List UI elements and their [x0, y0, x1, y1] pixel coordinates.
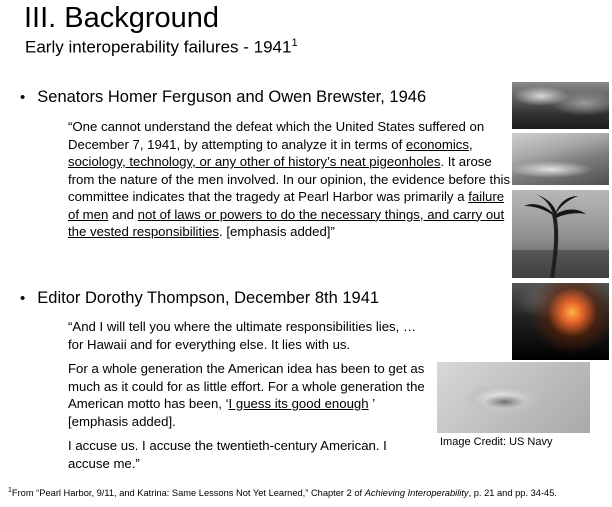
image-credit: Image Credit: US Navy	[440, 436, 553, 448]
bullet-icon: •	[20, 290, 26, 307]
thompson-quote-paragraph-2	[68, 360, 426, 430]
palm-tree-graphic	[512, 190, 609, 278]
quote-text: and	[108, 206, 138, 222]
photo-pearl-harbor-burning-ships	[512, 82, 609, 129]
ferguson-brewster-quote	[68, 118, 512, 241]
quote-text: For a whole generation the American idea has been to get as much as it could for as little effort. For a whole generation the American motto has been, ‘	[68, 361, 425, 411]
quote-text: ’ [emphasis added].	[68, 396, 375, 429]
slide-subtitle	[25, 37, 298, 58]
section2-heading: Editor Dorothy Thompson, December 8th 1941	[37, 289, 380, 307]
quote-text: “One cannot understand the defeat which the United States suffered on December 7, 1941, by attempting to analyze it in terms of	[68, 119, 485, 152]
photo-palm-tree-harbor	[512, 190, 609, 278]
photo-capsized-ship-aerial	[437, 362, 590, 433]
footnote-text: , p. 21 and pp. 34-45.	[468, 488, 557, 499]
section2-heading-row	[20, 289, 379, 309]
quote-underlined-text: failure of men	[68, 189, 505, 222]
footnote	[8, 487, 608, 498]
footnote-marker: 1	[8, 487, 12, 494]
footnote-text: From “Pearl Harbor, 9/11, and Katrina: Same Lessons Not Yet Learned,” Chapter 2 of	[11, 488, 365, 499]
quote-underlined-text: I guess its good enough	[228, 396, 369, 411]
quote-text: . It arose from the nature of the men involved. In our opinion, the evidence before this committee indicates that the tragedy at Pearl Harbor was primarily a	[68, 154, 511, 204]
quote-underlined-text: economics, sociology, technology, or any other of history’s neat pigeonholes	[68, 136, 473, 169]
subtitle-footnote-marker: 1	[291, 37, 298, 49]
thompson-quote-paragraph-3: I accuse us. I accuse the twentieth-century American. I accuse me.”	[68, 438, 387, 471]
photo-ship-explosion	[512, 283, 609, 360]
quote-text: . [emphasis added]”	[219, 224, 335, 239]
slide-title: III. Background	[24, 2, 220, 34]
section1-heading-row	[20, 88, 426, 108]
thompson-quote-paragraph-1: “And I will tell you where the ultimate responsibilities lies, … for Hawaii and for everything else. It lies with us.	[68, 319, 417, 352]
photo-pearl-harbor-shoreline	[512, 133, 609, 185]
bullet-icon: •	[20, 89, 26, 106]
section1-heading: Senators Homer Ferguson and Owen Brewster, 1946	[37, 88, 427, 106]
slide-subtitle-text: Early interoperability failures - 1941	[25, 37, 292, 57]
quote-underlined-text: not of laws or powers to do the necessary things, and carry out the vested responsibilities	[68, 206, 505, 239]
footnote-italic-title: Achieving Interoperability	[364, 488, 469, 499]
